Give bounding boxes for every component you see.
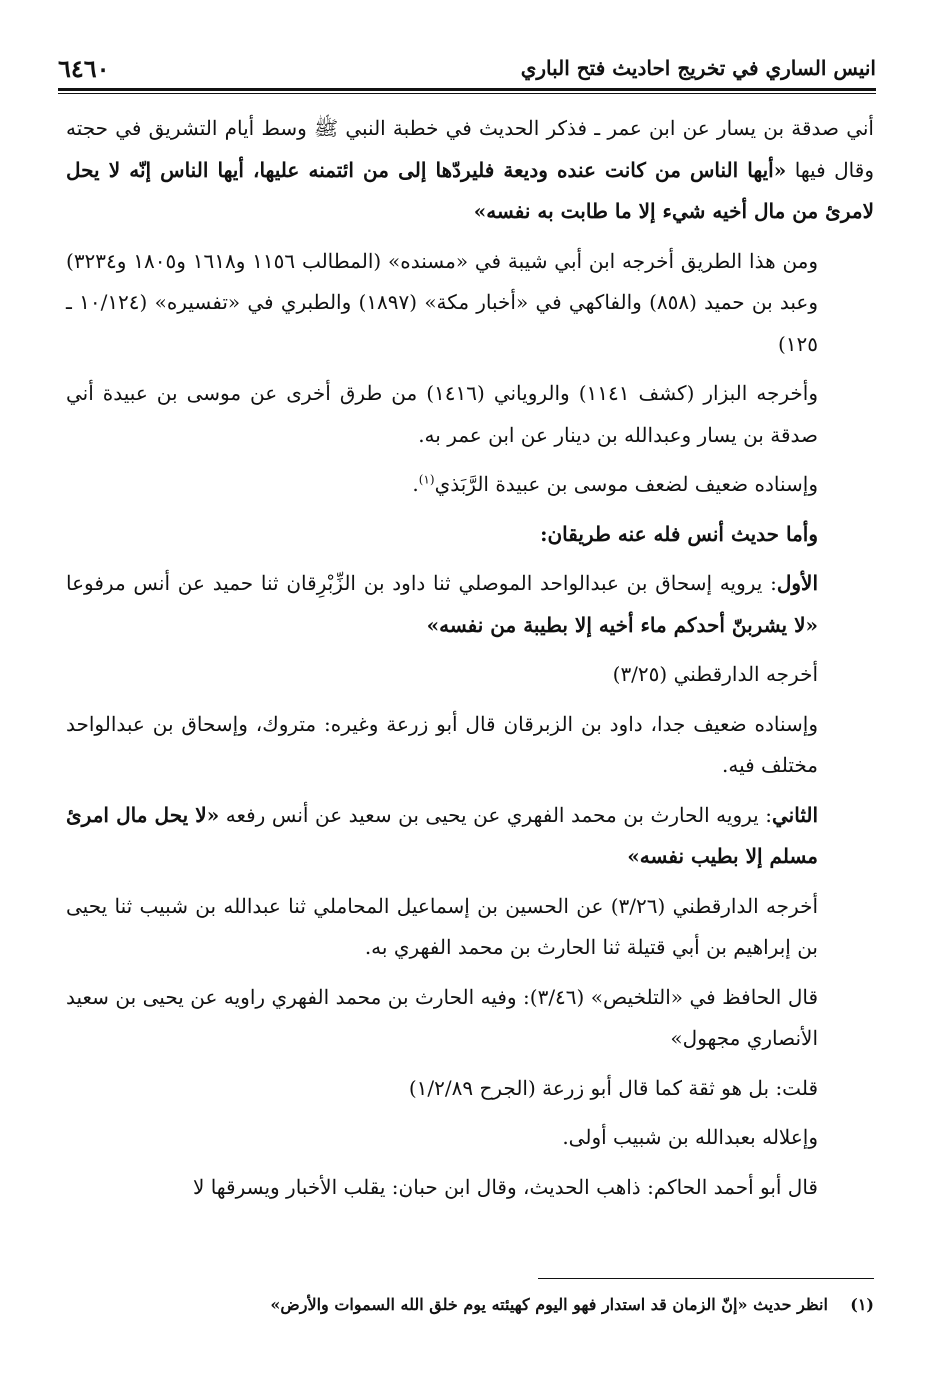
page-number: ٦٤٦٠ bbox=[58, 53, 110, 83]
text-run: قلت: بل هو ثقة كما قال أبو زرعة (الجرح ١/٢/٨٩) bbox=[408, 1075, 818, 1100]
book-title: انيس الساري في تخريج احاديث فتح الباري bbox=[520, 56, 876, 80]
paragraph bbox=[66, 1117, 874, 1159]
text-run: وإسناده ضعيف جدا، داود بن الزبرقان قال أبو زرعة وغيره: متروك، وإسحاق بن عبدالواحد مختلف فيه. bbox=[66, 711, 818, 777]
footnote-text: انظر حديث «إنّ الزمان قد استدار فهو اليوم كهيئته يوم خلق الله السموات والأرض» bbox=[270, 1295, 828, 1314]
text-run: . bbox=[412, 472, 419, 496]
paragraph bbox=[66, 654, 874, 696]
footnote-rule bbox=[538, 1278, 874, 1279]
paragraph bbox=[66, 1167, 874, 1209]
text-run: الأول bbox=[776, 571, 818, 595]
text-run: وأخرجه البزار (كشف ١١٤١) والروياني (١٤١٦) من طرق أخرى عن موسى بن عبيدة أني صدقة بن يسار وعبدالله بن دينار عن ابن عمر به. bbox=[66, 381, 819, 447]
paragraph bbox=[66, 977, 874, 1060]
running-header bbox=[58, 50, 876, 86]
text-run: قال أبو أحمد الحاكم: ذاهب الحديث، وقال ابن حبان: يقلب الأخبار ويسرقها لا bbox=[192, 1174, 818, 1199]
text-run: ومن هذا الطريق أخرجه ابن أبي شيبة في «مسنده» (المطالب ١١٥٦ و١٦١٨ و١٨٠٥ و٣٢٣٤) وعبد بن حميد (٨٥٨) والفاكهي في «أخبار مكة» (١٨٩٧) والطبري في «تفسيره» (١٠/١٢٤ ـ ١٢٥) bbox=[66, 248, 819, 356]
text-run: وإسناده ضعيف لضعف موسى بن عبيدة الرَّبَذي bbox=[434, 472, 818, 496]
paragraph bbox=[66, 1068, 874, 1110]
paragraph bbox=[66, 514, 874, 556]
text-run: أني صدقة بن يسار عن ابن عمر ـ فذكر الحديث في خطبة النبي ﷺ وسط أيام التشريق في حجته وقال فيها bbox=[66, 116, 874, 182]
text-run: قال الحافظ في «التلخيص» (٣/٤٦): وفيه الحارث بن محمد الفهري راويه عن يحيى بن سعيد الأنصاري مجهول» bbox=[66, 984, 819, 1050]
text-run: : يرويه الحارث بن محمد الفهري عن يحيى بن سعيد عن أنس رفعه bbox=[219, 802, 772, 827]
paragraph bbox=[66, 108, 874, 233]
paragraph bbox=[66, 563, 874, 646]
footnote-ref: (١) bbox=[418, 472, 435, 487]
footnote bbox=[66, 1290, 874, 1320]
text-run: «لا يشربنّ أحدكم ماء أخيه إلا بطيبة من نفسه» bbox=[426, 612, 818, 637]
text-run: أخرجه الدارقطني (٣/٢٦) عن الحسين بن إسماعيل المحاملي ثنا عبدالله بن شبيب ثنا يحيى بن إبراهيم بن أبي قتيلة ثنا الحارث بن محمد الفهري به. bbox=[66, 893, 818, 959]
paragraph bbox=[66, 241, 874, 366]
paragraph bbox=[66, 795, 874, 878]
text-run: أخرجه الدارقطني (٣/٢٥) bbox=[612, 662, 818, 686]
footnote-marker: (١) bbox=[850, 1295, 874, 1314]
paragraph bbox=[66, 373, 874, 456]
paragraph bbox=[66, 704, 874, 787]
text-run: وإعلاله بعبدالله بن شبيب أولى. bbox=[562, 1125, 818, 1149]
body-text bbox=[66, 108, 874, 1216]
text-run: الثاني bbox=[771, 802, 818, 827]
text-run: : يرويه إسحاق بن عبدالواحد الموصلي ثنا داود بن الزِّبْرِقان ثنا حميد عن أنس مرفوعا bbox=[66, 571, 777, 595]
text-run: «أيها الناس من كانت عنده وديعة فليردّها إلى من ائتمنه عليها، أيها الناس إنّه لا يحل لامرئ من مال أخيه شيء إلا ما طابت به نفسه» bbox=[66, 157, 874, 223]
text-run: وأما حديث أنس فله عنه طريقان: bbox=[540, 521, 818, 546]
text-run: «لا يحل مال امرئ مسلم إلا بطيب نفسه» bbox=[66, 802, 818, 868]
header-rule bbox=[58, 88, 876, 94]
paragraph bbox=[66, 464, 874, 506]
paragraph bbox=[66, 886, 874, 969]
